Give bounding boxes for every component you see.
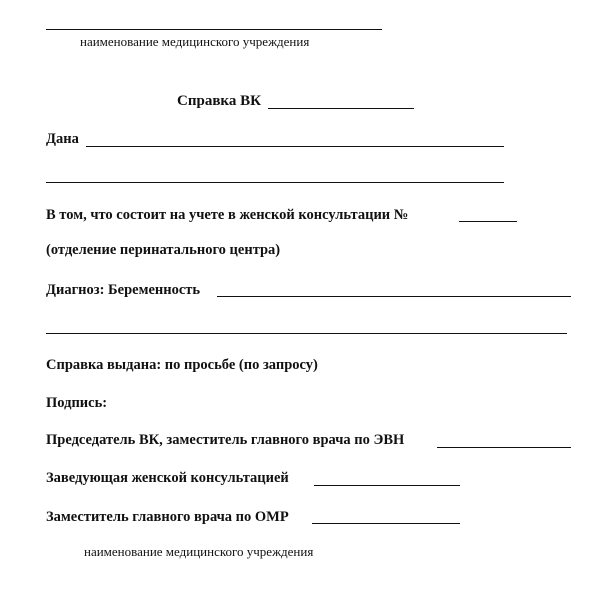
- institution-name-line[interactable]: [46, 29, 382, 30]
- head-label: Заведующая женской консультацией: [46, 470, 289, 486]
- certificate-number-line[interactable]: [268, 108, 414, 109]
- issued-to-line[interactable]: [86, 146, 504, 147]
- chairman-signature-line[interactable]: [437, 447, 571, 448]
- issued-to-label: Дана: [46, 131, 79, 147]
- footer-caption: наименование медицинского учреждения: [84, 544, 314, 559]
- department-text: (отделение перинатального центра): [46, 242, 281, 258]
- issued-by-request-text: Справка выдана: по просьбе (по запросу): [46, 357, 318, 373]
- head-signature-line[interactable]: [314, 485, 460, 486]
- signature-label: Подпись:: [46, 395, 108, 411]
- header-caption: наименование медицинского учреждения: [80, 34, 310, 49]
- page-title: Справка ВК: [177, 93, 261, 109]
- diagnosis-label: Диагноз: Беременность: [46, 282, 201, 298]
- deputy-signature-line[interactable]: [312, 523, 460, 524]
- diagnosis-line[interactable]: [217, 296, 571, 297]
- chairman-label: Председатель ВК, заместитель главного врача по ЭВН: [46, 432, 405, 448]
- registration-text: В том, что состоит на учете в женской консультации №: [46, 207, 409, 223]
- issued-to-line-2[interactable]: [46, 182, 504, 183]
- consultation-number-line[interactable]: [459, 221, 517, 222]
- deputy-label: Заместитель главного врача по ОМР: [46, 509, 289, 525]
- diagnosis-line-2[interactable]: [46, 333, 567, 334]
